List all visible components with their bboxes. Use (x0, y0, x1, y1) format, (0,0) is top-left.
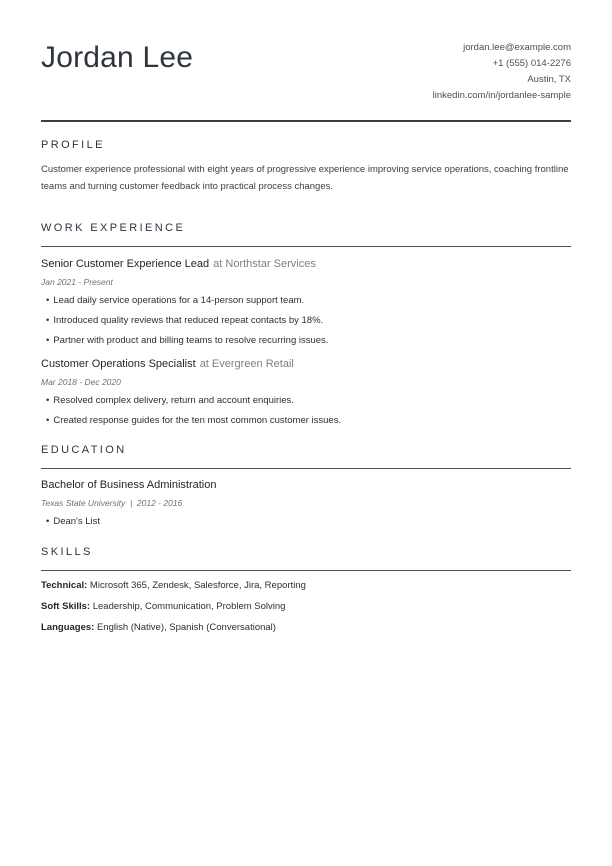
skills-section (41, 545, 571, 634)
job-bullet: • Lead daily service operations for a 14-person support team. (41, 294, 571, 307)
resume-header (41, 0, 571, 122)
job-bullets (41, 394, 571, 427)
contact-phone: +1 (555) 014-2276 (492, 58, 571, 69)
skill-row-soft-skills (41, 600, 571, 613)
job-entry (41, 357, 571, 427)
skill-label: Technical: (41, 580, 88, 591)
job-bullet: • Introduced quality reviews that reduced repeat contacts by 18%. (41, 314, 571, 327)
profile-heading: PROFILE (41, 139, 105, 151)
skill-value: Leadership, Communication, Problem Solving (90, 601, 286, 612)
skill-row-technical (41, 579, 571, 592)
skill-label: Soft Skills: (41, 601, 91, 612)
work-experience-section (41, 221, 571, 427)
degree-title: Bachelor of Business Administration (41, 479, 217, 491)
education-heading: EDUCATION (41, 444, 127, 456)
skill-label: Languages: (41, 622, 95, 633)
job-bullet: • Partner with product and billing teams to resolve recurring issues. (41, 334, 571, 347)
school-and-dates: Texas State University | 2012 - 2016 (41, 498, 183, 508)
skill-row-languages (41, 621, 571, 634)
job-dates: Jan 2021 - Present (41, 277, 113, 287)
contact-location: Austin, TX (527, 74, 571, 85)
education-section (41, 443, 571, 528)
education-bullets (41, 515, 571, 528)
job-entry (41, 257, 571, 347)
contact-linkedin[interactable]: linkedin.com/in/jordanlee-sample (432, 90, 571, 101)
education-bullet: • Dean's List (41, 515, 571, 528)
contact-email[interactable]: jordan.lee@example.com (463, 42, 571, 53)
job-title: Customer Operations Specialist (41, 358, 196, 370)
section-divider (41, 570, 571, 571)
skill-value: Microsoft 365, Zendesk, Salesforce, Jira, Reporting (87, 580, 306, 591)
job-bullets (41, 294, 571, 347)
section-divider (41, 468, 571, 469)
job-title-line (41, 357, 571, 371)
skill-value: English (Native), Spanish (Conversational) (94, 622, 276, 633)
job-company: at Northstar Services (213, 258, 316, 270)
job-bullet: • Created response guides for the ten most common customer issues. (41, 414, 571, 427)
skills-heading: SKILLS (41, 546, 93, 558)
contact-info (433, 40, 571, 104)
work-experience-heading: WORK EXPERIENCE (41, 222, 186, 234)
job-dates: Mar 2018 - Dec 2020 (41, 377, 121, 387)
job-title: Senior Customer Experience Lead (41, 258, 210, 270)
candidate-name: Jordan Lee (41, 41, 194, 74)
profile-section (41, 138, 571, 195)
profile-summary: Customer experience professional with eight years of progressive experience improving service operations, coaching frontline teams and turning customer feedback into practical process changes. (41, 164, 569, 192)
job-company: at Evergreen Retail (199, 358, 294, 370)
job-bullet: • Resolved complex delivery, return and account enquiries. (41, 394, 571, 407)
job-title-line (41, 257, 571, 271)
section-divider (41, 246, 571, 247)
